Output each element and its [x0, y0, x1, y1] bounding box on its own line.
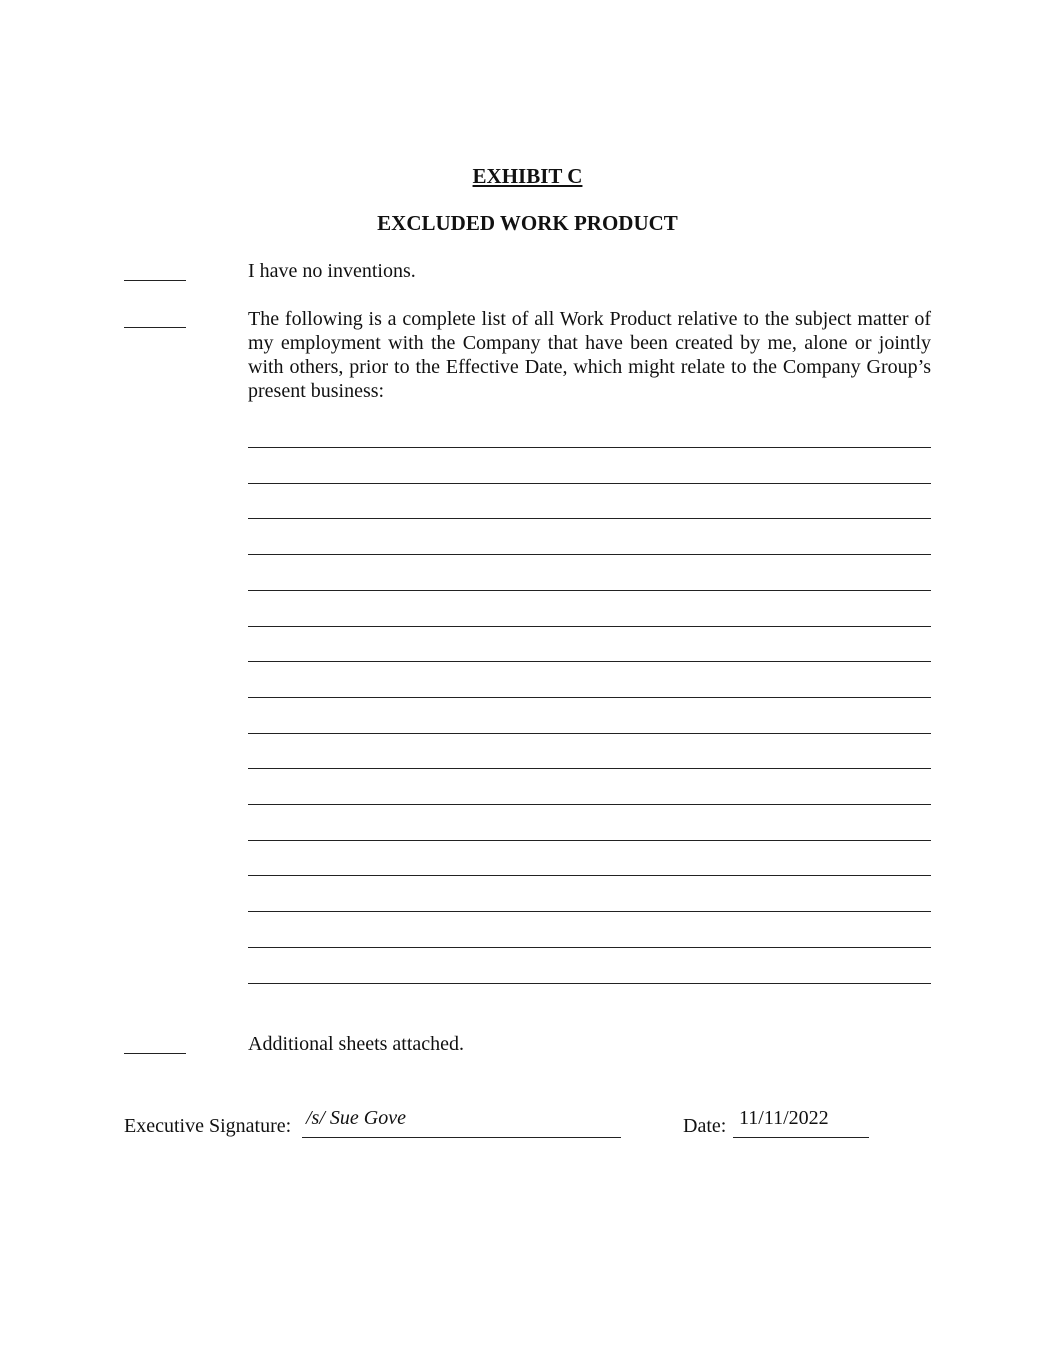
work-product-entry-line[interactable]: [248, 875, 931, 876]
date-field[interactable]: [733, 1137, 869, 1138]
signature-value: /s/ Sue Gove: [306, 1107, 406, 1129]
work-product-entry-line[interactable]: [248, 947, 931, 948]
section-title: EXCLUDED WORK PRODUCT: [377, 211, 678, 235]
no-inventions-checkbox-line[interactable]: [124, 280, 186, 281]
exhibit-title: EXHIBIT C: [472, 164, 583, 188]
work-product-entry-line[interactable]: [248, 554, 931, 555]
work-product-entry-line[interactable]: [248, 590, 931, 591]
work-product-list-checkbox-line[interactable]: [124, 327, 186, 328]
work-product-entry-line[interactable]: [248, 983, 931, 984]
work-product-entry-line[interactable]: [248, 733, 931, 734]
work-product-entry-line[interactable]: [248, 804, 931, 805]
signature-field[interactable]: [302, 1137, 621, 1138]
no-inventions-text: I have no inventions.: [248, 260, 416, 282]
work-product-entry-line[interactable]: [248, 840, 931, 841]
work-product-entry-line[interactable]: [248, 447, 931, 448]
additional-sheets-text: Additional sheets attached.: [248, 1033, 465, 1055]
date-value: 11/11/2022: [739, 1107, 829, 1129]
additional-sheets-checkbox-line[interactable]: [124, 1053, 186, 1054]
work-product-entry-line[interactable]: [248, 518, 931, 519]
work-product-entry-line[interactable]: [248, 911, 931, 912]
work-product-entry-line[interactable]: [248, 661, 931, 662]
work-product-entry-line[interactable]: [248, 483, 931, 484]
work-product-entry-line[interactable]: [248, 626, 931, 627]
work-product-entry-line[interactable]: [248, 697, 931, 698]
signature-label: Executive Signature:: [124, 1115, 292, 1137]
date-label: Date:: [683, 1115, 727, 1137]
work-product-list-text: The following is a complete list of all Work Product relative to the subject matter of my employment with the Company that have been created by me, alone or jointly with others, prior to the Effective Date, which might relate to the Company Group’s present business:: [248, 308, 931, 402]
work-product-entry-line[interactable]: [248, 768, 931, 769]
